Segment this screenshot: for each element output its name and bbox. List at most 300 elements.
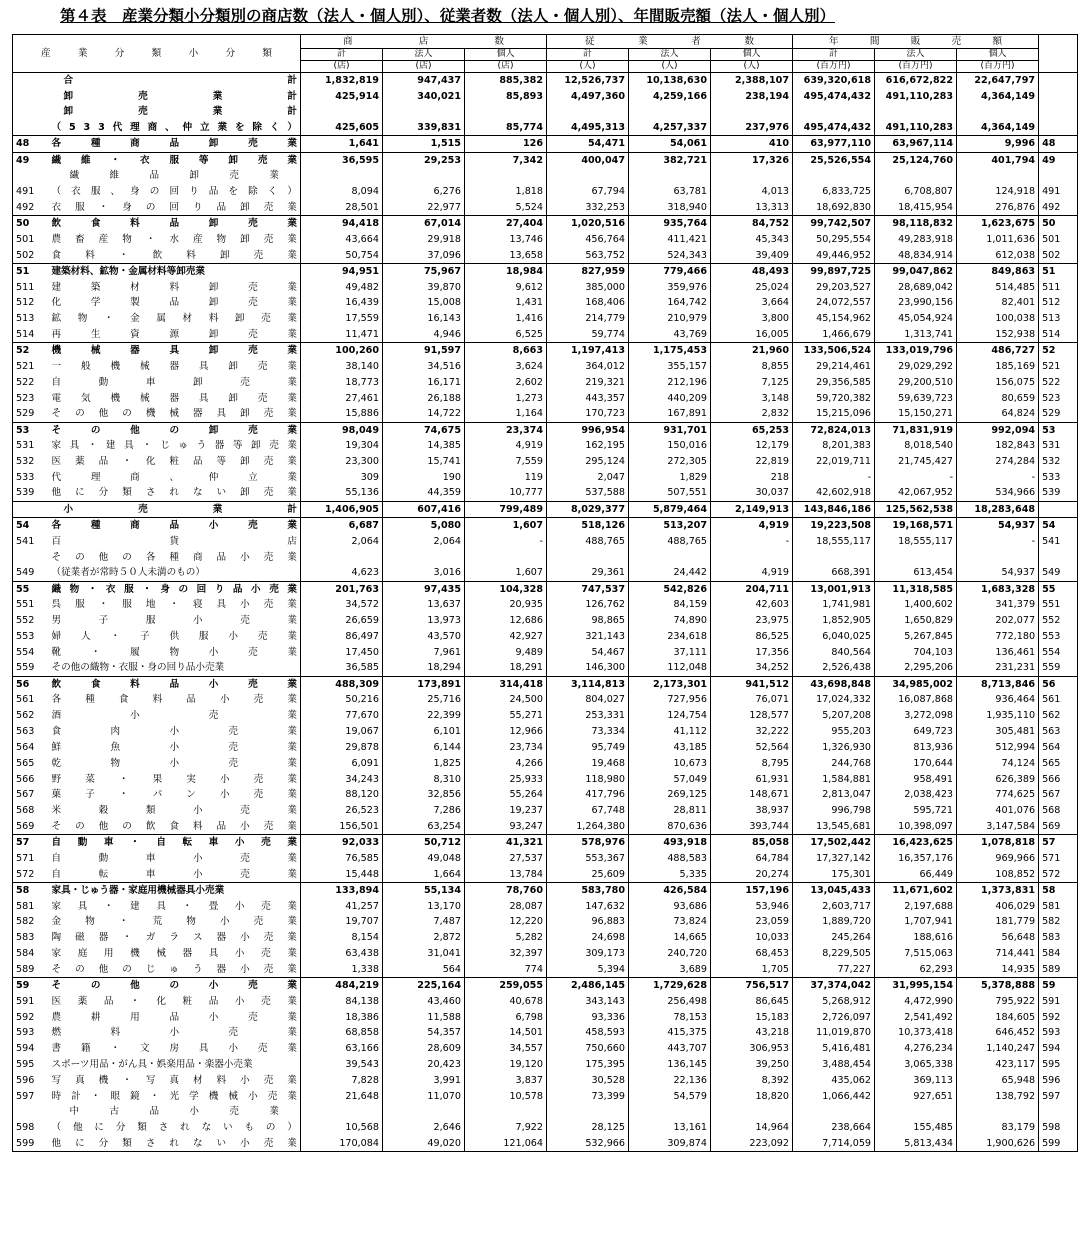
- row-code: 513: [13, 311, 50, 327]
- row-value: [465, 1104, 547, 1120]
- row-value: 22,977: [383, 200, 465, 216]
- row-value: 1,416: [465, 311, 547, 327]
- header-unit: (百万円): [957, 61, 1039, 73]
- table-row: [13, 708, 1078, 724]
- row-value: 1,607: [465, 565, 547, 581]
- row-value: 18,283,648: [957, 501, 1039, 517]
- table-row: [13, 406, 1078, 422]
- row-code-tail: 582: [1039, 914, 1078, 930]
- row-value: 29,203,527: [793, 279, 875, 295]
- row-value: 64,824: [957, 406, 1039, 422]
- row-value: -: [957, 470, 1039, 486]
- row-value: 136,461: [957, 645, 1039, 661]
- row-value: 73,824: [629, 914, 711, 930]
- row-name: 飲 食 料 品 小 売 業: [50, 676, 301, 692]
- row-name: 燃 料 小 売 業: [50, 1025, 301, 1041]
- row-value: 756,517: [711, 978, 793, 994]
- row-value: 86,645: [711, 993, 793, 1009]
- row-value: 74,675: [383, 422, 465, 438]
- row-value: 32,397: [465, 946, 547, 962]
- row-value: 68,858: [301, 1025, 383, 1041]
- row-code: 56: [13, 676, 50, 692]
- row-value: 48,834,914: [875, 248, 957, 264]
- row-value: 13,313: [711, 200, 793, 216]
- row-value: 804,027: [547, 692, 629, 708]
- row-value: 93,336: [547, 1009, 629, 1025]
- row-value: 93,247: [465, 819, 547, 835]
- row-value: [465, 550, 547, 566]
- row-value: 16,087,868: [875, 692, 957, 708]
- row-value: 240,720: [629, 946, 711, 962]
- row-value: 5,282: [465, 930, 547, 946]
- row-code-tail: 595: [1039, 1057, 1078, 1073]
- row-value: 49,020: [383, 1136, 465, 1152]
- row-code-tail: 594: [1039, 1041, 1078, 1057]
- row-code: 565: [13, 756, 50, 772]
- row-value: 958,491: [875, 771, 957, 787]
- row-code-tail: 49: [1039, 152, 1078, 168]
- row-value: 27,537: [465, 851, 547, 867]
- row-value: 12,686: [465, 613, 547, 629]
- row-value: 276,876: [957, 200, 1039, 216]
- row-value: [793, 104, 875, 120]
- row-value: 23,300: [301, 454, 383, 470]
- row-value: 99,897,725: [793, 263, 875, 279]
- row-value: [383, 104, 465, 120]
- row-name: その他の織物・衣服・身の回り品小売業: [50, 660, 301, 676]
- row-code-tail: 492: [1039, 200, 1078, 216]
- row-value: [383, 1104, 465, 1120]
- row-value: 45,154,962: [793, 311, 875, 327]
- row-name: 菓 子 ・ パ ン 小 売 業: [50, 787, 301, 803]
- row-value: 3,624: [465, 359, 547, 375]
- row-value: 15,008: [383, 295, 465, 311]
- row-value: 50,712: [383, 835, 465, 851]
- row-value: 11,671,602: [875, 882, 957, 898]
- row-code: 54: [13, 518, 50, 534]
- row-value: 440,209: [629, 390, 711, 406]
- row-value: 75,967: [383, 263, 465, 279]
- row-value: 626,389: [957, 771, 1039, 787]
- row-value: 152,938: [957, 327, 1039, 343]
- row-value: 10,777: [465, 485, 547, 501]
- row-value: 30,528: [547, 1073, 629, 1089]
- row-value: 1,466,679: [793, 327, 875, 343]
- header-unit: (人): [711, 61, 793, 73]
- row-code-tail: 55: [1039, 581, 1078, 597]
- row-value: 43,664: [301, 232, 383, 248]
- row-value: 10,398,097: [875, 819, 957, 835]
- row-value: 4,266: [465, 756, 547, 772]
- header-group-sales: [793, 35, 1039, 49]
- row-value: 86,525: [711, 629, 793, 645]
- row-value: 64,784: [711, 851, 793, 867]
- row-value: 39,250: [711, 1057, 793, 1073]
- table-row: [13, 1073, 1078, 1089]
- row-value: 10,373,418: [875, 1025, 957, 1041]
- header-column: 法人: [383, 49, 465, 61]
- row-value: 5,416,481: [793, 1041, 875, 1057]
- row-value: 138,792: [957, 1088, 1039, 1104]
- row-value: [875, 1104, 957, 1120]
- row-value: 74,124: [957, 756, 1039, 772]
- table-row: [13, 946, 1078, 962]
- row-value: 423,117: [957, 1057, 1039, 1073]
- row-value: 727,956: [629, 692, 711, 708]
- row-value: 83,179: [957, 1120, 1039, 1136]
- row-code: 49: [13, 152, 50, 168]
- row-value: 18,692,830: [793, 200, 875, 216]
- table-row: [13, 104, 1078, 120]
- row-value: [465, 104, 547, 120]
- row-value: 148,671: [711, 787, 793, 803]
- row-value: 24,072,557: [793, 295, 875, 311]
- row-value: 2,602: [465, 375, 547, 391]
- row-value: 55,136: [301, 485, 383, 501]
- row-code: 552: [13, 613, 50, 629]
- table-row: [13, 867, 1078, 883]
- row-value: 76,071: [711, 692, 793, 708]
- row-value: 150,016: [629, 438, 711, 454]
- row-value: 256,498: [629, 993, 711, 1009]
- row-value: 5,207,208: [793, 708, 875, 724]
- table-row: [13, 962, 1078, 978]
- header-group-employees: [547, 35, 793, 49]
- row-value: 941,512: [711, 676, 793, 692]
- row-value: 21,960: [711, 343, 793, 359]
- header-column: 個人: [957, 49, 1039, 61]
- row-value: 43,185: [629, 740, 711, 756]
- table-row: [13, 454, 1078, 470]
- table-row: [13, 1136, 1078, 1152]
- row-value: 97,435: [383, 581, 465, 597]
- row-value: 8,795: [711, 756, 793, 772]
- row-value: 827,959: [547, 263, 629, 279]
- table-row: [13, 581, 1078, 597]
- table-row: [13, 787, 1078, 803]
- row-value: 29,200,510: [875, 375, 957, 391]
- table-row: [13, 1009, 1078, 1025]
- row-value: 6,833,725: [793, 184, 875, 200]
- row-value: 2,486,145: [547, 978, 629, 994]
- row-value: 3,114,813: [547, 676, 629, 692]
- row-code: 589: [13, 962, 50, 978]
- table-row: [13, 550, 1078, 566]
- row-name: 卸 売 業 計: [50, 104, 301, 120]
- row-code: 564: [13, 740, 50, 756]
- row-value: 40,678: [465, 993, 547, 1009]
- table-row: [13, 295, 1078, 311]
- row-value: 37,374,042: [793, 978, 875, 994]
- row-value: 17,559: [301, 311, 383, 327]
- row-code-tail: 523: [1039, 390, 1078, 406]
- row-name: 他 に 分 類 さ れ な い 卸 売 業: [50, 485, 301, 501]
- row-name: 農 畜 産 物 ・ 水 産 物 卸 売 業: [50, 232, 301, 248]
- row-code: 571: [13, 851, 50, 867]
- row-value: [301, 104, 383, 120]
- row-value: 98,865: [547, 613, 629, 629]
- row-value: [793, 168, 875, 184]
- row-value: 86,497: [301, 629, 383, 645]
- row-value: 41,321: [465, 835, 547, 851]
- row-value: 54,937: [957, 518, 1039, 534]
- row-value: 32,222: [711, 724, 793, 740]
- row-value: [547, 104, 629, 120]
- row-value: 14,722: [383, 406, 465, 422]
- row-value: 7,286: [383, 803, 465, 819]
- row-value: 2,872: [383, 930, 465, 946]
- row-value: 125,562,538: [875, 501, 957, 517]
- row-value: 1,164: [465, 406, 547, 422]
- row-value: 6,687: [301, 518, 383, 534]
- table-row: [13, 343, 1078, 359]
- row-value: 63,166: [301, 1041, 383, 1057]
- row-name: そ の 他 の 機 械 器 具 卸 売 業: [50, 406, 301, 422]
- row-value: 491,110,283: [875, 88, 957, 104]
- row-value: 332,253: [547, 200, 629, 216]
- row-value: 532,966: [547, 1136, 629, 1152]
- row-value: 28,125: [547, 1120, 629, 1136]
- row-value: 553,367: [547, 851, 629, 867]
- row-code-tail: [1039, 73, 1078, 89]
- row-value: 245,264: [793, 930, 875, 946]
- row-value: 1,852,905: [793, 613, 875, 629]
- row-value: 14,501: [465, 1025, 547, 1041]
- row-value: 799,489: [465, 501, 547, 517]
- row-value: 25,716: [383, 692, 465, 708]
- row-value: 7,487: [383, 914, 465, 930]
- row-value: [711, 550, 793, 566]
- row-value: 22,647,797: [957, 73, 1039, 89]
- row-value: 55,264: [465, 787, 547, 803]
- row-value: 4,259,166: [629, 88, 711, 104]
- row-value: 341,379: [957, 597, 1039, 613]
- row-value: 513,207: [629, 518, 711, 534]
- table-row: [13, 73, 1078, 89]
- row-code: 48: [13, 136, 50, 152]
- row-value: 77,670: [301, 708, 383, 724]
- row-value: 5,378,888: [957, 978, 1039, 994]
- row-name: 鉱 物 ・ 金 属 材 料 卸 売 業: [50, 311, 301, 327]
- row-value: 542,826: [629, 581, 711, 597]
- table-header: [13, 35, 1078, 73]
- row-value: 8,201,383: [793, 438, 875, 454]
- header-unit: (店): [301, 61, 383, 73]
- row-code-tail: 551: [1039, 597, 1078, 613]
- row-value: 20,935: [465, 597, 547, 613]
- row-value: 269,125: [629, 787, 711, 803]
- row-name: そ の 他 の 小 売 業: [50, 978, 301, 994]
- row-code: 592: [13, 1009, 50, 1025]
- row-name: 繊 維 品 卸 売 業: [50, 168, 301, 184]
- row-value: 795,922: [957, 993, 1039, 1009]
- header-stub-label: 産 業 分 類 小 分 類: [41, 48, 272, 59]
- row-value: 1,066,442: [793, 1088, 875, 1104]
- row-value: 607,416: [383, 501, 465, 517]
- row-value: 488,583: [629, 851, 711, 867]
- table-row: [13, 184, 1078, 200]
- row-value: 1,515: [383, 136, 465, 152]
- row-value: 4,257,337: [629, 120, 711, 136]
- row-value: 45,054,924: [875, 311, 957, 327]
- row-name: 自 動 車 卸 売 業: [50, 375, 301, 391]
- row-value: 19,237: [465, 803, 547, 819]
- row-name: 呉 服 ・ 服 地 ・ 寝 具 小 売 業: [50, 597, 301, 613]
- row-value: 4,919: [465, 438, 547, 454]
- row-value: 201,763: [301, 581, 383, 597]
- row-value: 36,585: [301, 660, 383, 676]
- row-code: 522: [13, 375, 50, 391]
- row-value: 78,153: [629, 1009, 711, 1025]
- row-value: 14,385: [383, 438, 465, 454]
- row-value: 98,118,832: [875, 216, 957, 232]
- row-value: 1,175,453: [629, 343, 711, 359]
- row-value: 2,064: [301, 534, 383, 550]
- row-value: 359,976: [629, 279, 711, 295]
- row-value: 385,000: [547, 279, 629, 295]
- row-value: 7,342: [465, 152, 547, 168]
- row-value: 524,343: [629, 248, 711, 264]
- row-value: 184,605: [957, 1009, 1039, 1025]
- row-code: 511: [13, 279, 50, 295]
- row-value: 10,673: [629, 756, 711, 772]
- row-value: 1,326,930: [793, 740, 875, 756]
- row-code-tail: 522: [1039, 375, 1078, 391]
- row-value: 813,936: [875, 740, 957, 756]
- row-value: [629, 550, 711, 566]
- row-value: 259,055: [465, 978, 547, 994]
- row-value: 649,723: [875, 724, 957, 740]
- row-value: 54,579: [629, 1088, 711, 1104]
- table-row: [13, 645, 1078, 661]
- table-row: [13, 692, 1078, 708]
- row-value: 28,811: [629, 803, 711, 819]
- row-value: 2,064: [383, 534, 465, 550]
- row-value: 369,113: [875, 1073, 957, 1089]
- row-value: 415,375: [629, 1025, 711, 1041]
- row-code: 554: [13, 645, 50, 661]
- row-value: 74,890: [629, 613, 711, 629]
- row-value: 29,878: [301, 740, 383, 756]
- row-value: 885,382: [465, 73, 547, 89]
- row-code-tail: 48: [1039, 136, 1078, 152]
- row-value: 3,837: [465, 1073, 547, 1089]
- row-value: 53,946: [711, 898, 793, 914]
- row-value: 190: [383, 470, 465, 486]
- row-code-tail: 565: [1039, 756, 1078, 772]
- header-unit: (人): [547, 61, 629, 73]
- row-value: -: [957, 534, 1039, 550]
- row-value: 66,449: [875, 867, 957, 883]
- row-value: 9,996: [957, 136, 1039, 152]
- row-value: 840,564: [793, 645, 875, 661]
- row-code: 581: [13, 898, 50, 914]
- row-value: 484,219: [301, 978, 383, 994]
- row-value: 772,180: [957, 629, 1039, 645]
- row-value: 595,721: [875, 803, 957, 819]
- row-name: 建 築 材 料 卸 売 業: [50, 279, 301, 295]
- row-value: 23,990,156: [875, 295, 957, 311]
- row-code: 559: [13, 660, 50, 676]
- row-value: 173,891: [383, 676, 465, 692]
- row-value: 63,254: [383, 819, 465, 835]
- row-code: [13, 120, 50, 136]
- row-value: 488,765: [629, 534, 711, 550]
- row-name: 中 古 品 小 売 業: [50, 1104, 301, 1120]
- row-value: 4,013: [711, 184, 793, 200]
- row-value: 493,918: [629, 835, 711, 851]
- row-value: 136,145: [629, 1057, 711, 1073]
- row-value: [957, 104, 1039, 120]
- row-value: 5,268,912: [793, 993, 875, 1009]
- row-value: -: [793, 470, 875, 486]
- row-value: 88,120: [301, 787, 383, 803]
- row-value: 22,019,711: [793, 454, 875, 470]
- row-value: 4,919: [711, 518, 793, 534]
- row-value: 339,831: [383, 120, 465, 136]
- row-value: 204,711: [711, 581, 793, 597]
- row-value: 4,472,990: [875, 993, 957, 1009]
- row-value: 1,825: [383, 756, 465, 772]
- row-value: 7,559: [465, 454, 547, 470]
- row-value: 121,064: [465, 1136, 547, 1152]
- table-row: [13, 534, 1078, 550]
- row-value: 12,526,737: [547, 73, 629, 89]
- row-value: 49,283,918: [875, 232, 957, 248]
- row-code-tail: 532: [1039, 454, 1078, 470]
- row-value: 2,726,097: [793, 1009, 875, 1025]
- row-value: 143,846,186: [793, 501, 875, 517]
- row-value: 11,471: [301, 327, 383, 343]
- row-value: 54,471: [547, 136, 629, 152]
- row-value: 8,713,846: [957, 676, 1039, 692]
- row-value: 13,746: [465, 232, 547, 248]
- row-value: 54,937: [957, 565, 1039, 581]
- header-column: 計: [793, 49, 875, 61]
- row-value: 34,557: [465, 1041, 547, 1057]
- row-value: 26,523: [301, 803, 383, 819]
- row-value: 19,067: [301, 724, 383, 740]
- row-value: [547, 168, 629, 184]
- row-code-tail: 554: [1039, 645, 1078, 661]
- row-code-tail: 51: [1039, 263, 1078, 279]
- row-value: 2,295,206: [875, 660, 957, 676]
- row-value: 6,144: [383, 740, 465, 756]
- row-value: 170,723: [547, 406, 629, 422]
- row-value: 67,748: [547, 803, 629, 819]
- table-row: [13, 1041, 1078, 1057]
- row-value: 364,012: [547, 359, 629, 375]
- row-value: 25,526,554: [793, 152, 875, 168]
- row-value: [957, 550, 1039, 566]
- row-value: 272,305: [629, 454, 711, 470]
- row-value: 750,660: [547, 1041, 629, 1057]
- row-value: 996,954: [547, 422, 629, 438]
- row-value: 34,243: [301, 771, 383, 787]
- row-value: 19,707: [301, 914, 383, 930]
- row-value: 1,650,829: [875, 613, 957, 629]
- row-value: 18,555,117: [875, 534, 957, 550]
- row-value: 11,019,870: [793, 1025, 875, 1041]
- row-value: 73,334: [547, 724, 629, 740]
- row-value: 495,474,432: [793, 88, 875, 104]
- row-value: 73,399: [547, 1088, 629, 1104]
- row-value: 42,603: [711, 597, 793, 613]
- row-value: 5,394: [547, 962, 629, 978]
- row-value: 41,257: [301, 898, 383, 914]
- table-row: [13, 993, 1078, 1009]
- row-value: 1,011,636: [957, 232, 1039, 248]
